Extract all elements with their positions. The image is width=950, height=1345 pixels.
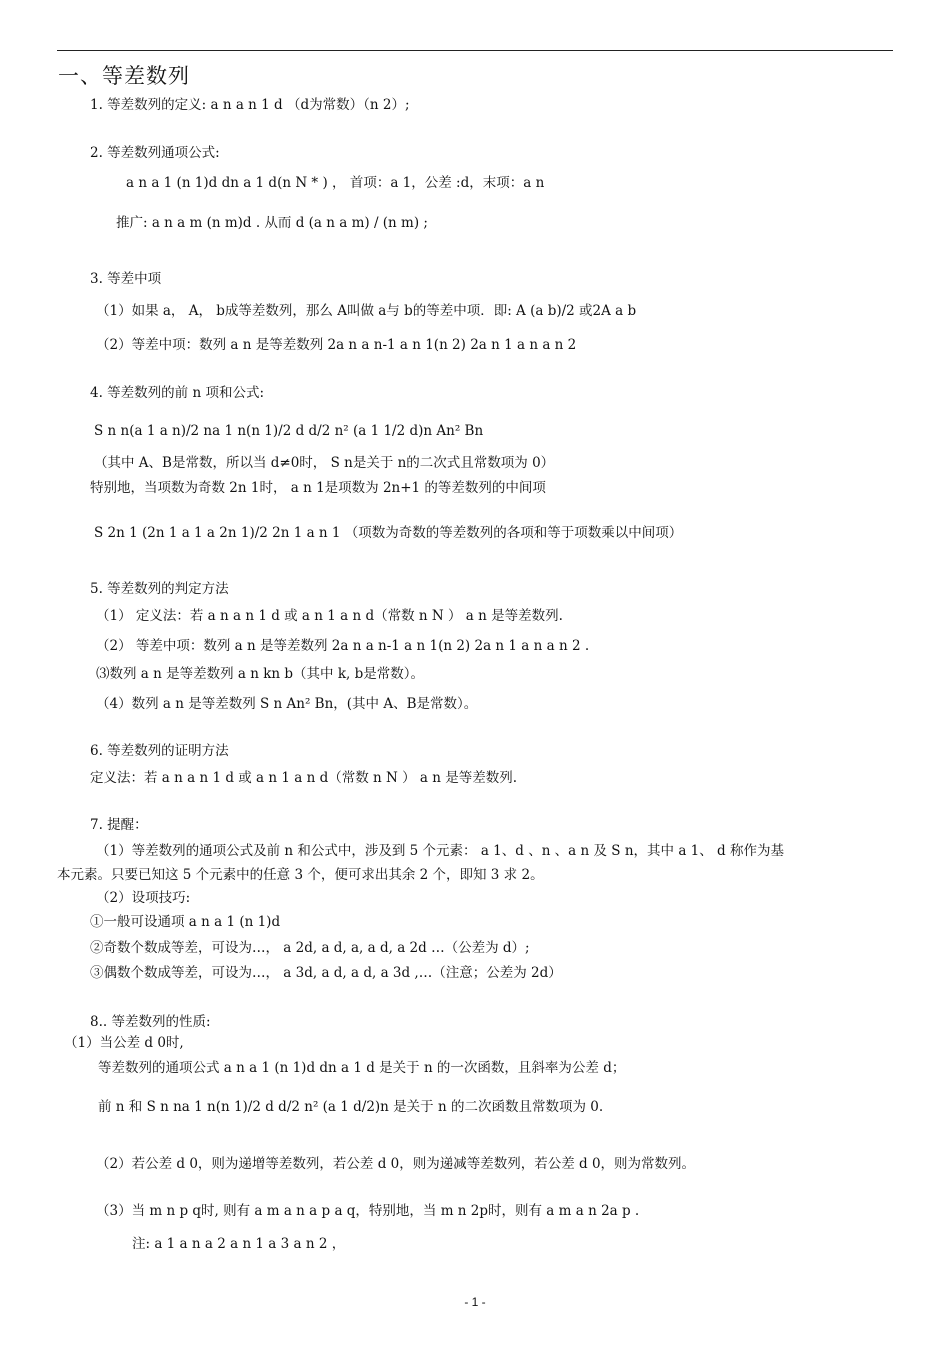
- text-line: （1）当公差 d 0时,: [64, 1035, 184, 1051]
- section-title: 一、等差数列: [58, 64, 190, 88]
- text-line: 6. 等差数列的证明方法: [90, 743, 229, 759]
- text-line: 2. 等差数列通项公式:: [90, 145, 220, 161]
- text-line: 5. 等差数列的判定方法: [90, 581, 229, 597]
- text-line: （1） 定义法：若 a n a n 1 d 或 a n 1 a n d（常数 n N ） a n 是等差数列.: [96, 608, 563, 624]
- text-line: ⑶数列 a n 是等差数列 a n kn b（其中 k, b是常数）。: [96, 666, 424, 682]
- text-line: 特别地，当项数为奇数 2n 1时， a n 1是项数为 2n+1 的等差数列的中间项: [90, 480, 546, 496]
- text-line: 8.. 等差数列的性质:: [90, 1014, 211, 1030]
- text-line: 1. 等差数列的定义: a n a n 1 d （d为常数）（n 2）;: [90, 97, 410, 113]
- text-line: ①一般可设通项 a n a 1 (n 1)d: [90, 914, 281, 930]
- text-line: 推广: a n a m (n m)d . 从而 d (a n a m) / (n m) ;: [116, 215, 428, 231]
- text-line: 等差数列的通项公式 a n a 1 (n 1)d dn a 1 d 是关于 n 的一次函数，且斜率为公差 d；: [98, 1060, 626, 1076]
- text-line: 4. 等差数列的前 n 项和公式:: [90, 385, 264, 401]
- text-line: S n n(a 1 a n)/2 na 1 n(n 1)/2 d d/2 n² (a 1 1/2 d)n An² Bn: [94, 423, 484, 439]
- page-number: - 1 -: [464, 1295, 486, 1309]
- text-line: 3. 等差中项: [90, 271, 162, 287]
- text-line: （1）等差数列的通项公式及前 n 和公式中，涉及到 5 个元素： a 1、d 、n 、a n 及 S n，其中 a 1、 d 称作为基: [96, 843, 784, 859]
- text-line: （2）若公差 d 0，则为递增等差数列，若公差 d 0，则为递减等差数列，若公差 d 0，则为常数列。: [96, 1156, 696, 1172]
- text-line: a n a 1 (n 1)d dn a 1 d(n N * ) ， 首项：a 1，公差 :d，末项：a n: [126, 175, 545, 191]
- text-line: ②奇数个数成等差，可设为…， a 2d, a d, a, a d, a 2d …（公差为 d）;: [90, 940, 530, 956]
- text-line: 注: a 1 a n a 2 a n 1 a 3 a n 2 ，: [132, 1236, 346, 1252]
- text-line: 前 n 和 S n na 1 n(n 1)/2 d d/2 n² (a 1 d/2)n 是关于 n 的二次函数且常数项为 0.: [98, 1099, 604, 1115]
- header-rule: [57, 50, 893, 51]
- text-line: （2）等差中项：数列 a n 是等差数列 2a n a n-1 a n 1(n 2) 2a n 1 a n a n 2: [96, 337, 577, 353]
- text-line: （2）设项技巧:: [96, 890, 191, 906]
- text-line: （3）当 m n p q时, 则有 a m a n a p a q，特别地，当 m n 2p时，则有 a m a n 2a p .: [96, 1203, 640, 1219]
- text-line: （其中 A、B是常数，所以当 d≠0时， S n是关于 n的二次式且常数项为 0）: [94, 455, 555, 471]
- text-line: 本元素。只要已知这 5 个元素中的任意 3 个，便可求出其余 2 个，即知 3 求 2。: [57, 867, 544, 883]
- text-line: 定义法：若 a n a n 1 d 或 a n 1 a n d（常数 n N ） a n 是等差数列.: [90, 770, 518, 786]
- text-line: （2） 等差中项：数列 a n 是等差数列 2a n a n-1 a n 1(n 2) 2a n 1 a n a n 2 .: [96, 638, 590, 654]
- text-line: S 2n 1 (2n 1 a 1 a 2n 1)/2 2n 1 a n 1 （项数为奇数的等差数列的各项和等于项数乘以中间项）: [94, 525, 683, 541]
- text-line: 7. 提醒：: [90, 817, 148, 833]
- text-line: （1）如果 a， A， b成等差数列，那么 A叫做 a与 b的等差中项．即: A (a b)/2 或2A a b: [96, 303, 637, 319]
- text-line: ③偶数个数成等差，可设为…， a 3d, a d, a d, a 3d ,…（注意；公差为 2d）: [90, 965, 562, 981]
- text-line: （4）数列 a n 是等差数列 S n An² Bn，(其中 A、B是常数）。: [96, 696, 478, 712]
